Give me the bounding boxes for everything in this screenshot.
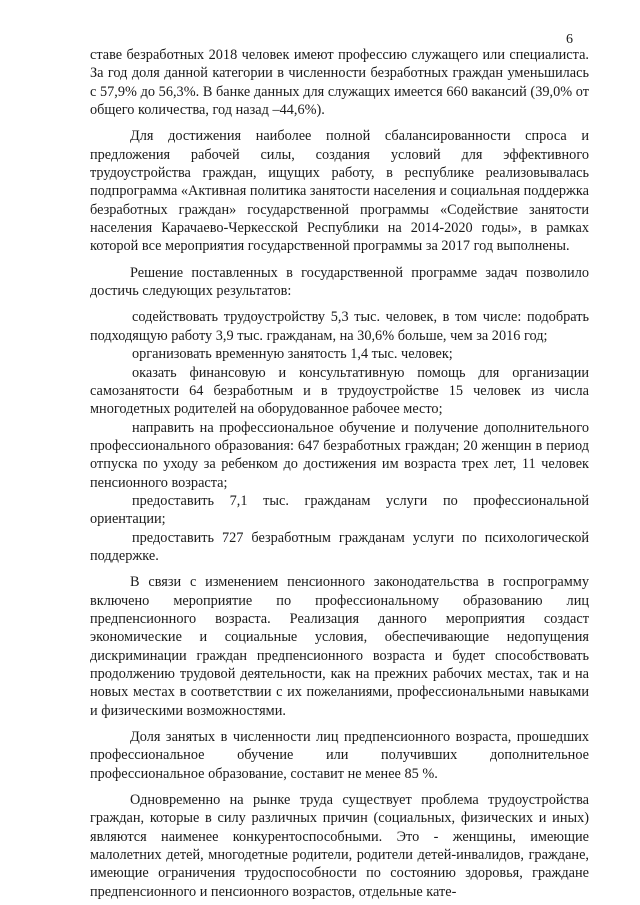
list-item: оказать финансовую и консультативную помощь для организации самозанятости 64 безработным и в трудоустройстве 15 человек из числа многодетных родителей на оборудованное рабочее место; [90,364,589,418]
paragraph: В связи с изменением пенсионного законодательства в госпрограмму включено мероприятие по профессиональному образованию лиц предпенсионного возраста. Реализация данного мероприятия создаст экономические и социальные условия, обеспечивающие недопущения дискриминации граждан предпенсионного возраста и будет способствовать продолжению трудовой деятельности, как на прежних рабочих местах, так и на новых местах в соответствии с их пожеланиями, профессиональными навыками и физическими возможностями. [90,574,589,719]
page-number: 6 [566,32,573,47]
paragraph: ставе безработных 2018 человек имеют профессию служащего или специалиста. За год доля данной категории в численности безработных граждан уменьшилась с 57,9% до 56,3%. В банке данных для служащих имеется 660 вакансий (39,0% от общего количества, год назад –44,6%). [90,47,589,119]
paragraph: Одновременно на рынке труда существует проблема трудоустройства граждан, которые в силу различных причин (социальных, физических и иных) являются наименее конкурентоспособными. Это - женщины, имеющие малолетних детей, многодетные родители, родители детей-инвалидов, граждане, имеющие ограничения трудоспособности по состоянию здоровья, граждане предпенсионного и пенсионного возрастов, отдельные кате- [90,792,589,900]
list-item: предоставить 727 безработным гражданам услуги по психологической поддержке. [90,529,589,564]
paragraph: Решение поставленных в государственной программе задач позволило достичь следующих результатов: [90,264,589,300]
list-item: предоставить 7,1 тыс. гражданам услуги по профессиональной ориентации; [90,492,589,528]
list-item: организовать временную занятость 1,4 тыс. человек; [132,346,453,363]
list-item: содействовать трудоустройству 5,3 тыс. человек, в том числе: подобрать подходящую работу 3,9 тыс. гражданам, на 30,6% больше, чем за 2016 год; [90,309,589,344]
paragraph: Для достижения наиболее полной сбалансированности спроса и предложения рабочей силы, создания условий для эффективного трудоустройства граждан, ищущих работу, в республике реализовывалась подпрограмма «Активная политика занятости населения и социальная поддержка безработных граждан» государственной программы «Содействие занятости населения Карачаево-Черкесской Республики на 2014-2020 годы», в рамках которой все мероприятия государственной программы за 2017 год выполнены. [90,128,589,255]
list-item: направить на профессиональное обучение и получение дополнительного профессионального образования: 647 безработных граждан; 20 женщин в период отпуска по уходу за ребенком до достижения им возраста трех лет, 11 человек пенсионного возраста; [90,419,589,491]
document-body [90,46,589,901]
paragraph: Доля занятых в численности лиц предпенсионного возраста, прошедших профессиональное обучение или получивших дополнительное профессиональное образование, составит не менее 85 %. [90,729,589,782]
